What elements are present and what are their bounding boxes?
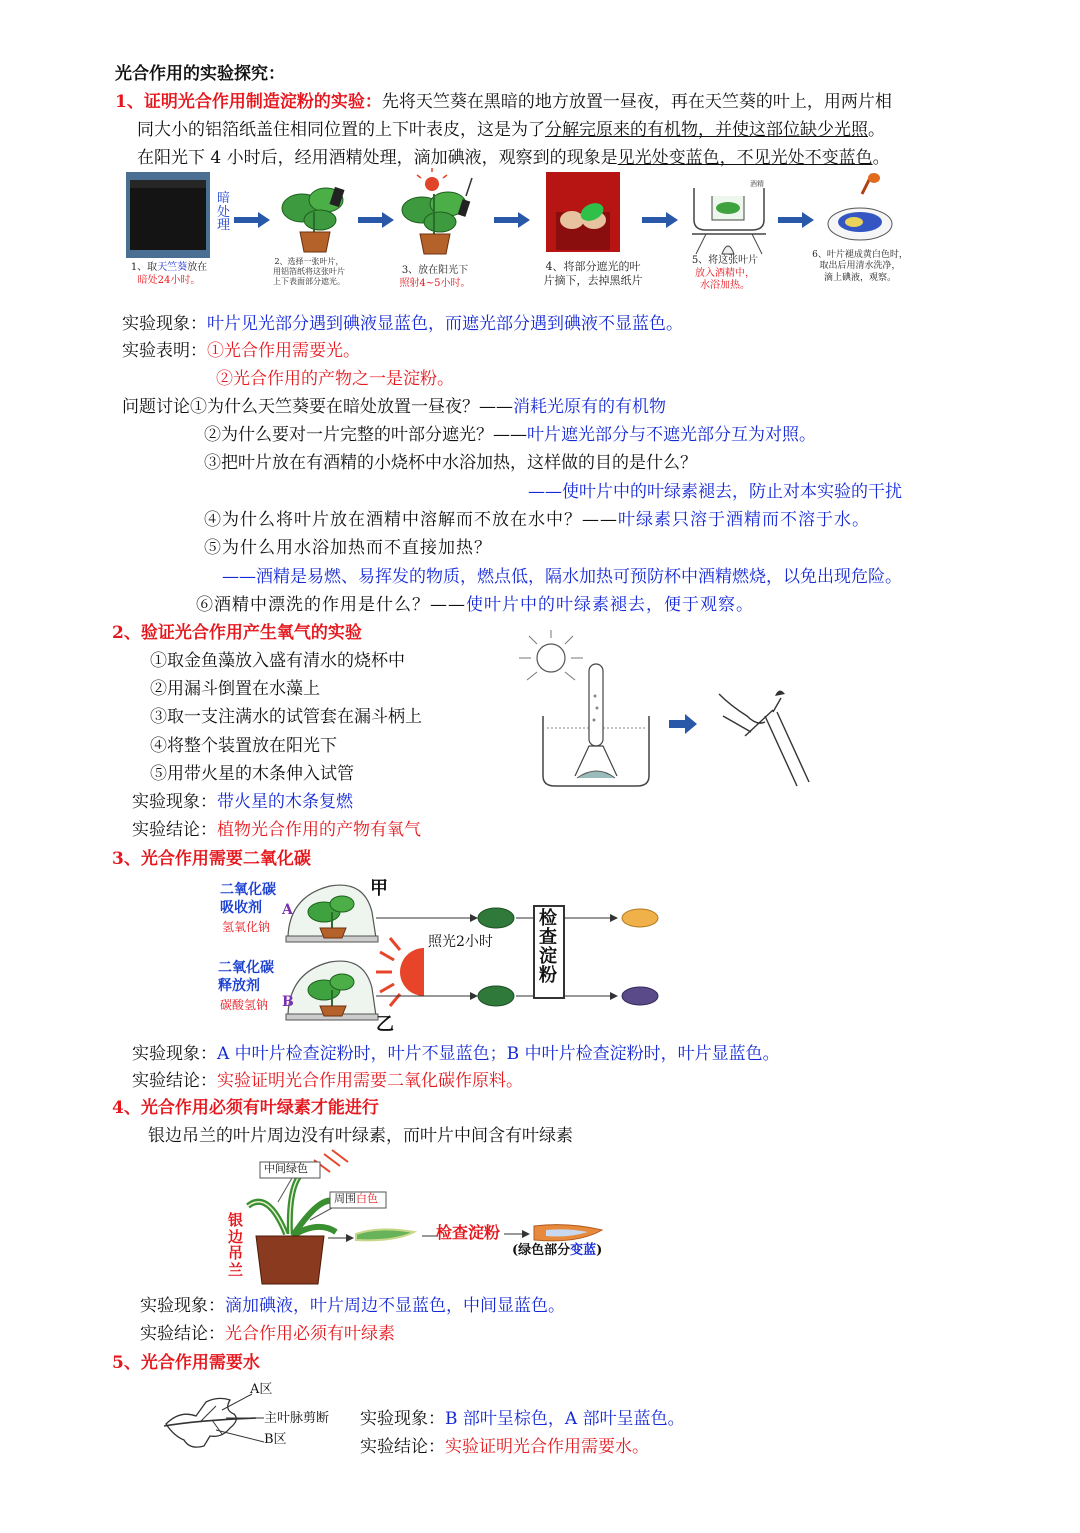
s4-phenomenon [140,1296,565,1316]
leaf-b-result-icon [622,987,658,1005]
step-6-line2: 取出后用清水洗净， [819,261,901,272]
step-1-highlight: 天竺葵 [157,262,188,273]
s5-heading: 5、光合作用需要水 [112,1353,260,1373]
s4-conclusion [140,1324,395,1344]
co2-absorber-chem: 氢氧化钠 [222,920,271,934]
step-6-line3: 滴上碘液，观察。 [823,272,896,283]
co2-releaser-label [218,960,274,995]
co2-releaser-l2: 释放剂 [218,977,260,994]
step-5-line3: 水浴加热。 [700,280,750,291]
s2-phenomenon [132,792,353,812]
iodine-dish-image [824,172,898,246]
s1-shows-2: ②光合作用的产物之一是淀粉。 [216,369,454,389]
leaf-a-result-icon [622,909,658,927]
s2-conclusion-label: 实验结论： [132,820,217,840]
s5-phenomenon [360,1409,685,1429]
co2-absorber-label [220,882,276,917]
s3-conclusion-label: 实验结论： [132,1071,217,1091]
arrow-5-icon [778,212,816,228]
leaf-a-icon [478,908,514,928]
plant-sun-image [400,172,482,256]
leaf-b-icon [478,986,514,1006]
step-2-line3: 上下表面部分遮光。 [273,277,345,286]
s1-shows-label: 实验表明： [122,341,207,361]
dark-treatment-label: 暗处理 [217,191,231,234]
s1-intro-c1: 在阳光下 4 小时后，经用酒精处理，滴加碘液，观察到的现象是 [137,148,618,168]
s1-question-4 [204,510,870,530]
s1-intro-line-3 [137,148,890,168]
q1-text: ①为什么天竺葵要在暗处放置一昼夜？—— [190,397,513,417]
s5-phenomenon-label: 实验现象： [360,1409,445,1429]
arrow-1-icon [234,212,272,228]
s5-phenomenon-text: B 部叶呈棕色，A 部叶呈蓝色。 [445,1409,685,1429]
s1-answer-5: ——酒精是易燃、易挥发的物质，燃点低，隔水加热可预防杯中酒精燃烧，以免出现危险。 [222,567,902,587]
s1-shows-1 [122,341,360,361]
s1-shows-1-text: ①光合作用需要光。 [207,341,360,361]
s4-heading: 4、光合作用必须有叶绿素才能进行 [112,1098,379,1118]
light-2h-label: 照光2小时 [428,934,493,950]
s2-phenomenon-text: 带火星的木条复燃 [217,792,353,812]
co2-absorber-l1: 二氧化碳 [220,882,276,898]
step-1-post: 放在 [187,262,208,273]
arrow-4-icon [642,212,680,228]
s4-conclusion-text: 光合作用必须有叶绿素 [225,1324,395,1344]
step-5-line2: 放入酒精中， [695,267,755,279]
q6-text: ⑥酒精中漂洗的作用是什么？—— [196,595,466,615]
s4-result-2: 变蓝 [570,1243,597,1258]
s3-heading: 3、光合作用需要二氧化碳 [112,849,311,869]
beaker-alcohol-label: 酒精 [750,180,764,188]
s2-conclusion-text: 植物光合作用的产物有氧气 [217,820,421,840]
co2-releaser-chem: 碳酸氢钠 [220,998,269,1012]
s5-conclusion [360,1437,649,1457]
edge-white-label [334,1192,378,1205]
step-4-line1: 4、将部分遮光的叶 [545,260,641,273]
arrow-icon [669,714,697,734]
s1-question-3: ③把叶片放在有酒精的小烧杯中水浴加热，这样做的目的是什么？ [204,453,697,473]
step-1-pre: 1、取 [130,262,158,273]
step-2-line1: 2、选择一张叶片， [274,257,344,266]
step-3-caption [380,265,490,290]
step-4-line2: 片摘下，去掉黑纸片 [543,273,643,287]
a6-text: 使叶片中的叶绿素褪去，便于观察。 [466,595,754,615]
step-2-line2: 用铝箔纸将这张叶片 [273,267,345,276]
s2-phenomenon-label: 实验现象： [132,792,217,812]
step-6-line1: 6、叶片褪成黄白色时， [812,250,908,260]
s2-conclusion [132,820,421,840]
s1-phenomenon [122,314,683,334]
q4-text: ④为什么将叶片放在酒精中溶解而不放在水中？—— [204,510,618,530]
zone-a-label: A区 [250,1382,273,1397]
s1-intro-c3: 。 [872,148,890,168]
check-starch-label: 检查淀粉 [539,908,557,986]
s2-step-5: ⑤用带火星的木条伸入试管 [150,764,354,784]
s4-result-3: ) [596,1243,603,1258]
step-1-caption [114,262,224,287]
s4-conclusion-label: 实验结论： [140,1324,225,1344]
spider-plant-label: 银边吊兰 [228,1211,244,1279]
middle-green-label: 中间绿色 [264,1162,308,1175]
s5-conclusion-text: 实验证明光合作用需要水。 [445,1437,649,1457]
step-1-line2: 暗处24小时。 [137,274,201,286]
s1-question-6 [196,595,754,615]
s4-result [512,1243,602,1259]
s2-step-3: ③取一支注满水的试管套在漏斗柄上 [150,707,422,727]
s1-intro-line-2 [137,120,885,140]
q2-text: ②为什么要对一片完整的叶部分遮光？—— [204,425,527,445]
step-3-line1: 3、放在阳光下 [401,265,469,276]
step-3-line2: 照射4~5小时。 [399,277,471,289]
a1-text: 消耗光原有的有机物 [513,397,666,417]
hands-leaf-photo [546,172,620,252]
edge-label-1: 周围 [334,1192,356,1205]
arrow-2-icon [358,212,396,228]
s3-phenomenon-label: 实验现象： [132,1044,217,1064]
plant-foil-image [280,180,350,254]
s1-heading: 1、证明光合作用制造淀粉的实验： [115,92,382,112]
question-label: 问题讨论 [122,397,190,417]
s1-phenomenon-label: 实验现象： [122,314,207,334]
s1-phenomenon-text: 叶片见光部分遇到碘液显蓝色，而遮光部分遇到碘液不显蓝色。 [207,314,683,334]
sun-icon [400,948,424,996]
s5-conclusion-label: 实验结论： [360,1437,445,1457]
arrow-3-icon [494,212,532,228]
step-5-line1: 5、将这张叶片 [691,255,759,266]
s1-intro-a: 先将天竺葵在黑暗的地方放置一昼夜，再在天竺葵的叶上，用两片相 [381,92,892,112]
s3-conclusion [132,1071,523,1091]
s2-heading: 2、验证光合作用产生氧气的实验 [112,623,362,643]
step-2-caption [254,257,364,287]
step-4-caption [528,260,658,288]
s1-question-1 [122,397,666,417]
oxygen-experiment-figure [505,636,845,796]
s3-phenomenon-text: A 中叶片检查淀粉时，叶片不显蓝色；B 中叶片检查淀粉时，叶片显蓝色。 [217,1044,780,1064]
s2-step-4: ④将整个装置放在阳光下 [150,736,337,756]
page-title: 光合作用的实验探究： [115,64,285,84]
s4-intro: 银边吊兰的叶片周边没有叶绿素，而叶片中间含有叶绿素 [148,1126,573,1146]
cut-vein-label: 主叶脉剪断 [264,1411,330,1426]
s4-phenomenon-text: 滴加碘液，叶片周边不显蓝色，中间显蓝色。 [225,1296,565,1316]
s4-phenomenon-label: 实验现象： [140,1296,225,1316]
co2-releaser-l1: 二氧化碳 [218,960,274,976]
zone-b-label: B区 [264,1432,287,1447]
s1-intro-line-1 [115,92,892,112]
label-jia: 甲 [370,878,388,899]
s1-question-5: ⑤为什么用水浴加热而不直接加热？ [204,538,492,558]
s1-intro-b3: 。 [868,120,885,140]
s2-step-1: ①取金鱼藻放入盛有清水的烧杯中 [150,651,405,671]
co2-absorber-l2: 吸收剂 [220,899,262,916]
s1-answer-3: ——使叶片中的叶绿素褪去，防止对本实验的干扰 [528,482,902,502]
a4-text: 叶绿素只溶于酒精而不溶于水。 [618,510,870,530]
s1-intro-b2: 分解完原来的有机物，并使这部位缺少光照 [545,120,868,140]
s4-check-starch: 检查淀粉 [436,1223,501,1242]
s2-step-2: ②用漏斗倒置在水藻上 [150,679,320,699]
s4-result-1: (绿色部分 [512,1243,571,1258]
label-yi: 乙 [376,1014,394,1035]
s1-question-2 [204,425,816,445]
mark-b: B [282,994,294,1010]
mark-a: A [282,902,293,918]
edge-label-2: 白色 [356,1192,378,1205]
leaf-icon [356,1229,414,1240]
a2-text: 叶片遮光部分与不遮光部分互为对照。 [527,425,816,445]
s3-phenomenon [132,1044,780,1064]
s1-intro-c2: 见光处变蓝色，不见光处不变蓝色 [617,148,873,168]
s1-intro-b1: 同大小的铝箔纸盖住相同位置的上下叶表皮，这是为了 [137,120,545,140]
s3-conclusion-text: 实验证明光合作用需要二氧化碳作原料。 [217,1071,523,1091]
step-6-caption [798,250,922,284]
step-5-caption [670,255,780,293]
co2-experiment-figure [280,872,680,1032]
dark-box-image [126,172,210,258]
sun-icon [519,630,583,680]
